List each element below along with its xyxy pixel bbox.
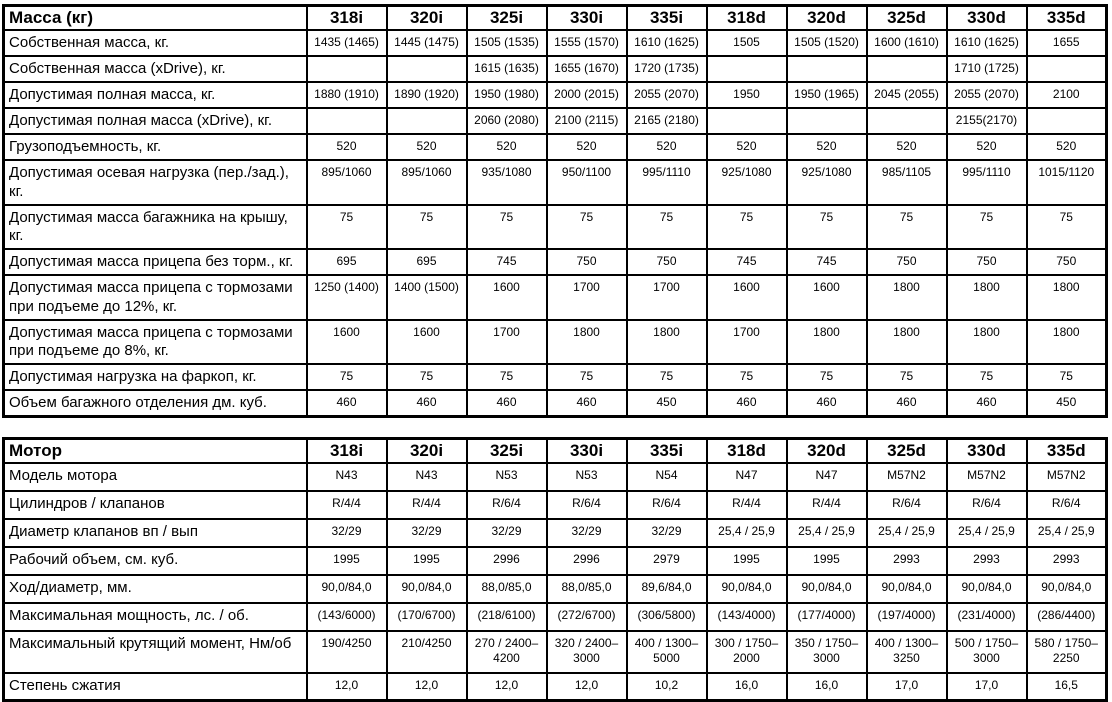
- value-cell: 520: [307, 134, 387, 160]
- value-cell: 75: [547, 364, 627, 390]
- value-cell: 1445 (1475): [387, 30, 467, 56]
- value-cell: 750: [1027, 249, 1107, 275]
- value-cell: 1800: [787, 320, 867, 365]
- value-cell: 1655: [1027, 30, 1107, 56]
- value-cell: 90,0/84,0: [867, 575, 947, 603]
- value-cell: [787, 56, 867, 82]
- row-label: Допустимая осевая нагрузка (пер./зад.), кг.: [4, 160, 307, 205]
- value-cell: 995/1110: [947, 160, 1027, 205]
- value-cell: 75: [867, 364, 947, 390]
- table-row: [4, 673, 1107, 701]
- value-cell: R/6/4: [947, 491, 1027, 519]
- value-cell: 460: [387, 390, 467, 416]
- table-row: [4, 547, 1107, 575]
- row-label: Степень сжатия: [4, 673, 307, 701]
- value-cell: 88,0/85,0: [467, 575, 547, 603]
- value-cell: 10,2: [627, 673, 707, 701]
- value-cell: N43: [307, 463, 387, 491]
- value-cell: R/6/4: [867, 491, 947, 519]
- value-cell: 925/1080: [787, 160, 867, 205]
- value-cell: 2996: [467, 547, 547, 575]
- value-cell: 1800: [947, 275, 1027, 320]
- value-cell: 75: [627, 364, 707, 390]
- value-cell: 1800: [627, 320, 707, 365]
- value-cell: 1995: [707, 547, 787, 575]
- row-label: Допустимая нагрузка на фаркоп, кг.: [4, 364, 307, 390]
- value-cell: R/6/4: [467, 491, 547, 519]
- value-cell: 1655 (1670): [547, 56, 627, 82]
- row-label: Цилиндров / клапанов: [4, 491, 307, 519]
- value-cell: 460: [867, 390, 947, 416]
- value-cell: 520: [867, 134, 947, 160]
- value-cell: 520: [467, 134, 547, 160]
- value-cell: 1505 (1535): [467, 30, 547, 56]
- value-cell: 90,0/84,0: [947, 575, 1027, 603]
- value-cell: [387, 108, 467, 134]
- value-cell: R/4/4: [787, 491, 867, 519]
- value-cell: 2100: [1027, 82, 1107, 108]
- value-cell: 925/1080: [707, 160, 787, 205]
- value-cell: 270 / 2400–4200: [467, 631, 547, 673]
- value-cell: R/4/4: [307, 491, 387, 519]
- column-header: 330i: [547, 6, 627, 31]
- value-cell: 75: [867, 205, 947, 250]
- value-cell: [707, 56, 787, 82]
- value-cell: 1880 (1910): [307, 82, 387, 108]
- value-cell: 450: [627, 390, 707, 416]
- value-cell: 400 / 1300–5000: [627, 631, 707, 673]
- value-cell: 90,0/84,0: [387, 575, 467, 603]
- row-label: Допустимая полная масса (xDrive), кг.: [4, 108, 307, 134]
- value-cell: (143/6000): [307, 603, 387, 631]
- value-cell: 520: [947, 134, 1027, 160]
- table-title: Масса (кг): [4, 6, 307, 31]
- value-cell: 1505 (1520): [787, 30, 867, 56]
- value-cell: 750: [627, 249, 707, 275]
- column-header: 318i: [307, 438, 387, 463]
- value-cell: 2100 (2115): [547, 108, 627, 134]
- row-label: Собственная масса (xDrive), кг.: [4, 56, 307, 82]
- value-cell: 1800: [867, 275, 947, 320]
- value-cell: 745: [787, 249, 867, 275]
- table-row: [4, 463, 1107, 491]
- value-cell: 75: [387, 205, 467, 250]
- value-cell: [1027, 108, 1107, 134]
- value-cell: N54: [627, 463, 707, 491]
- value-cell: 2060 (2080): [467, 108, 547, 134]
- value-cell: [707, 108, 787, 134]
- row-label: Допустимая полная масса, кг.: [4, 82, 307, 108]
- row-label: Допустимая масса прицепа с тормозами при подъеме до 12%, кг.: [4, 275, 307, 320]
- value-cell: 1800: [547, 320, 627, 365]
- value-cell: 75: [307, 205, 387, 250]
- value-cell: 750: [547, 249, 627, 275]
- value-cell: 1950: [707, 82, 787, 108]
- row-label: Грузоподъемность, кг.: [4, 134, 307, 160]
- value-cell: R/4/4: [707, 491, 787, 519]
- value-cell: 985/1105: [867, 160, 947, 205]
- column-header: 320d: [787, 6, 867, 31]
- value-cell: 75: [1027, 364, 1107, 390]
- value-cell: 75: [707, 364, 787, 390]
- value-cell: 16,0: [707, 673, 787, 701]
- value-cell: 210/4250: [387, 631, 467, 673]
- row-label: Допустимая масса багажника на крышу, кг.: [4, 205, 307, 250]
- value-cell: 1400 (1500): [387, 275, 467, 320]
- value-cell: N47: [707, 463, 787, 491]
- column-header: 335d: [1027, 438, 1107, 463]
- value-cell: 460: [947, 390, 1027, 416]
- value-cell: 1600: [467, 275, 547, 320]
- value-cell: 75: [627, 205, 707, 250]
- value-cell: R/6/4: [1027, 491, 1107, 519]
- value-cell: 1800: [1027, 275, 1107, 320]
- row-label: Модель мотора: [4, 463, 307, 491]
- value-cell: 320 / 2400–3000: [547, 631, 627, 673]
- column-header: 318d: [707, 6, 787, 31]
- header-row: [4, 438, 1107, 463]
- value-cell: 1890 (1920): [387, 82, 467, 108]
- value-cell: 1800: [867, 320, 947, 365]
- value-cell: 1015/1120: [1027, 160, 1107, 205]
- table-row: [4, 390, 1107, 416]
- table-row: [4, 364, 1107, 390]
- value-cell: 2979: [627, 547, 707, 575]
- value-cell: 1610 (1625): [947, 30, 1027, 56]
- row-label: Допустимая масса прицепа без торм., кг.: [4, 249, 307, 275]
- value-cell: R/6/4: [547, 491, 627, 519]
- value-cell: 1800: [947, 320, 1027, 365]
- value-cell: 90,0/84,0: [1027, 575, 1107, 603]
- value-cell: 1610 (1625): [627, 30, 707, 56]
- motor-table: [2, 437, 1108, 702]
- value-cell: 89,6/84,0: [627, 575, 707, 603]
- value-cell: 520: [787, 134, 867, 160]
- value-cell: [867, 56, 947, 82]
- value-cell: 75: [787, 364, 867, 390]
- value-cell: 25,4 / 25,9: [1027, 519, 1107, 547]
- row-label: Максимальный крутящий момент, Нм/об: [4, 631, 307, 673]
- value-cell: N47: [787, 463, 867, 491]
- value-cell: 16,5: [1027, 673, 1107, 701]
- row-label: Объем багажного отделения дм. куб.: [4, 390, 307, 416]
- table-row: [4, 205, 1107, 250]
- value-cell: 1720 (1735): [627, 56, 707, 82]
- table-row: [4, 108, 1107, 134]
- column-header: 320i: [387, 438, 467, 463]
- table-row: [4, 160, 1107, 205]
- value-cell: N43: [387, 463, 467, 491]
- value-cell: 1995: [387, 547, 467, 575]
- row-label: Собственная масса, кг.: [4, 30, 307, 56]
- value-cell: 2165 (2180): [627, 108, 707, 134]
- value-cell: 460: [467, 390, 547, 416]
- row-label: Допустимая масса прицепа с тормозами при подъеме до 8%, кг.: [4, 320, 307, 365]
- value-cell: [867, 108, 947, 134]
- value-cell: M57N2: [947, 463, 1027, 491]
- value-cell: 695: [387, 249, 467, 275]
- value-cell: 2996: [547, 547, 627, 575]
- value-cell: 32/29: [307, 519, 387, 547]
- value-cell: 25,4 / 25,9: [867, 519, 947, 547]
- value-cell: (272/6700): [547, 603, 627, 631]
- value-cell: 460: [307, 390, 387, 416]
- table-row: [4, 603, 1107, 631]
- value-cell: 190/4250: [307, 631, 387, 673]
- column-header: 320d: [787, 438, 867, 463]
- value-cell: (218/6100): [467, 603, 547, 631]
- column-header: 320i: [387, 6, 467, 31]
- value-cell: 1555 (1570): [547, 30, 627, 56]
- value-cell: 300 / 1750–2000: [707, 631, 787, 673]
- table-row: [4, 491, 1107, 519]
- value-cell: 750: [947, 249, 1027, 275]
- column-header: 330i: [547, 438, 627, 463]
- value-cell: 895/1060: [387, 160, 467, 205]
- value-cell: 75: [467, 205, 547, 250]
- column-header: 318i: [307, 6, 387, 31]
- value-cell: 580 / 1750–2250: [1027, 631, 1107, 673]
- row-label: Максимальная мощность, лс. / об.: [4, 603, 307, 631]
- value-cell: 75: [947, 205, 1027, 250]
- value-cell: 520: [707, 134, 787, 160]
- value-cell: M57N2: [1027, 463, 1107, 491]
- value-cell: 90,0/84,0: [707, 575, 787, 603]
- value-cell: [307, 56, 387, 82]
- value-cell: 2055 (2070): [627, 82, 707, 108]
- value-cell: 1600 (1610): [867, 30, 947, 56]
- value-cell: 75: [307, 364, 387, 390]
- value-cell: 17,0: [867, 673, 947, 701]
- value-cell: 1995: [307, 547, 387, 575]
- value-cell: 1800: [1027, 320, 1107, 365]
- value-cell: 32/29: [547, 519, 627, 547]
- value-cell: 695: [307, 249, 387, 275]
- value-cell: 32/29: [387, 519, 467, 547]
- value-cell: 1600: [307, 320, 387, 365]
- value-cell: 520: [387, 134, 467, 160]
- value-cell: 750: [867, 249, 947, 275]
- table-row: [4, 56, 1107, 82]
- value-cell: 90,0/84,0: [307, 575, 387, 603]
- value-cell: 1710 (1725): [947, 56, 1027, 82]
- value-cell: 500 / 1750–3000: [947, 631, 1027, 673]
- value-cell: 25,4 / 25,9: [787, 519, 867, 547]
- value-cell: 2155(2170): [947, 108, 1027, 134]
- value-cell: (177/4000): [787, 603, 867, 631]
- value-cell: 75: [547, 205, 627, 250]
- table-row: [4, 249, 1107, 275]
- value-cell: 1700: [467, 320, 547, 365]
- value-cell: 75: [1027, 205, 1107, 250]
- table-title: Мотор: [4, 438, 307, 463]
- value-cell: 2993: [1027, 547, 1107, 575]
- mass-table: [2, 4, 1108, 418]
- value-cell: N53: [467, 463, 547, 491]
- value-cell: 450: [1027, 390, 1107, 416]
- table-row: [4, 275, 1107, 320]
- value-cell: (286/4400): [1027, 603, 1107, 631]
- value-cell: 520: [547, 134, 627, 160]
- value-cell: N53: [547, 463, 627, 491]
- value-cell: 75: [467, 364, 547, 390]
- value-cell: 1995: [787, 547, 867, 575]
- value-cell: 895/1060: [307, 160, 387, 205]
- value-cell: 995/1110: [627, 160, 707, 205]
- value-cell: 1700: [547, 275, 627, 320]
- value-cell: 75: [787, 205, 867, 250]
- value-cell: 1700: [627, 275, 707, 320]
- table-row: [4, 519, 1107, 547]
- column-header: 330d: [947, 6, 1027, 31]
- value-cell: 1615 (1635): [467, 56, 547, 82]
- value-cell: 1950 (1965): [787, 82, 867, 108]
- value-cell: 1600: [387, 320, 467, 365]
- value-cell: [307, 108, 387, 134]
- value-cell: 520: [1027, 134, 1107, 160]
- value-cell: 2993: [867, 547, 947, 575]
- value-cell: 75: [387, 364, 467, 390]
- column-header: 335d: [1027, 6, 1107, 31]
- value-cell: 90,0/84,0: [787, 575, 867, 603]
- value-cell: 75: [707, 205, 787, 250]
- value-cell: R/6/4: [627, 491, 707, 519]
- value-cell: 12,0: [307, 673, 387, 701]
- value-cell: [1027, 56, 1107, 82]
- value-cell: 350 / 1750–3000: [787, 631, 867, 673]
- value-cell: (231/4000): [947, 603, 1027, 631]
- row-label: Рабочий объем, см. куб.: [4, 547, 307, 575]
- column-header: 325i: [467, 6, 547, 31]
- value-cell: 2000 (2015): [547, 82, 627, 108]
- column-header: 325d: [867, 438, 947, 463]
- column-header: 318d: [707, 438, 787, 463]
- value-cell: 32/29: [467, 519, 547, 547]
- value-cell: [787, 108, 867, 134]
- column-header: 335i: [627, 438, 707, 463]
- value-cell: 17,0: [947, 673, 1027, 701]
- value-cell: 75: [947, 364, 1027, 390]
- value-cell: 1250 (1400): [307, 275, 387, 320]
- value-cell: 520: [627, 134, 707, 160]
- value-cell: 1505: [707, 30, 787, 56]
- value-cell: 460: [787, 390, 867, 416]
- value-cell: 1950 (1980): [467, 82, 547, 108]
- column-header: 330d: [947, 438, 1027, 463]
- table-row: [4, 82, 1107, 108]
- column-header: 325d: [867, 6, 947, 31]
- value-cell: 460: [707, 390, 787, 416]
- column-header: 325i: [467, 438, 547, 463]
- table-row: [4, 30, 1107, 56]
- value-cell: 400 / 1300–3250: [867, 631, 947, 673]
- value-cell: [387, 56, 467, 82]
- value-cell: 2993: [947, 547, 1027, 575]
- table-row: [4, 134, 1107, 160]
- table-row: [4, 631, 1107, 673]
- value-cell: (143/4000): [707, 603, 787, 631]
- row-label: Ход/диаметр, мм.: [4, 575, 307, 603]
- value-cell: 25,4 / 25,9: [707, 519, 787, 547]
- column-header: 335i: [627, 6, 707, 31]
- table-row: [4, 575, 1107, 603]
- value-cell: 745: [467, 249, 547, 275]
- value-cell: 935/1080: [467, 160, 547, 205]
- value-cell: (170/6700): [387, 603, 467, 631]
- value-cell: (197/4000): [867, 603, 947, 631]
- value-cell: 1600: [787, 275, 867, 320]
- value-cell: 25,4 / 25,9: [947, 519, 1027, 547]
- value-cell: R/4/4: [387, 491, 467, 519]
- value-cell: 16,0: [787, 673, 867, 701]
- value-cell: 1600: [707, 275, 787, 320]
- value-cell: 12,0: [467, 673, 547, 701]
- value-cell: 32/29: [627, 519, 707, 547]
- value-cell: 2045 (2055): [867, 82, 947, 108]
- row-label: Диаметр клапанов вп / вып: [4, 519, 307, 547]
- value-cell: (306/5800): [627, 603, 707, 631]
- value-cell: 1435 (1465): [307, 30, 387, 56]
- value-cell: 2055 (2070): [947, 82, 1027, 108]
- value-cell: M57N2: [867, 463, 947, 491]
- value-cell: 88,0/85,0: [547, 575, 627, 603]
- value-cell: 745: [707, 249, 787, 275]
- table-row: [4, 320, 1107, 365]
- value-cell: 12,0: [387, 673, 467, 701]
- header-row: [4, 6, 1107, 31]
- value-cell: 12,0: [547, 673, 627, 701]
- value-cell: 1700: [707, 320, 787, 365]
- value-cell: 950/1100: [547, 160, 627, 205]
- value-cell: 460: [547, 390, 627, 416]
